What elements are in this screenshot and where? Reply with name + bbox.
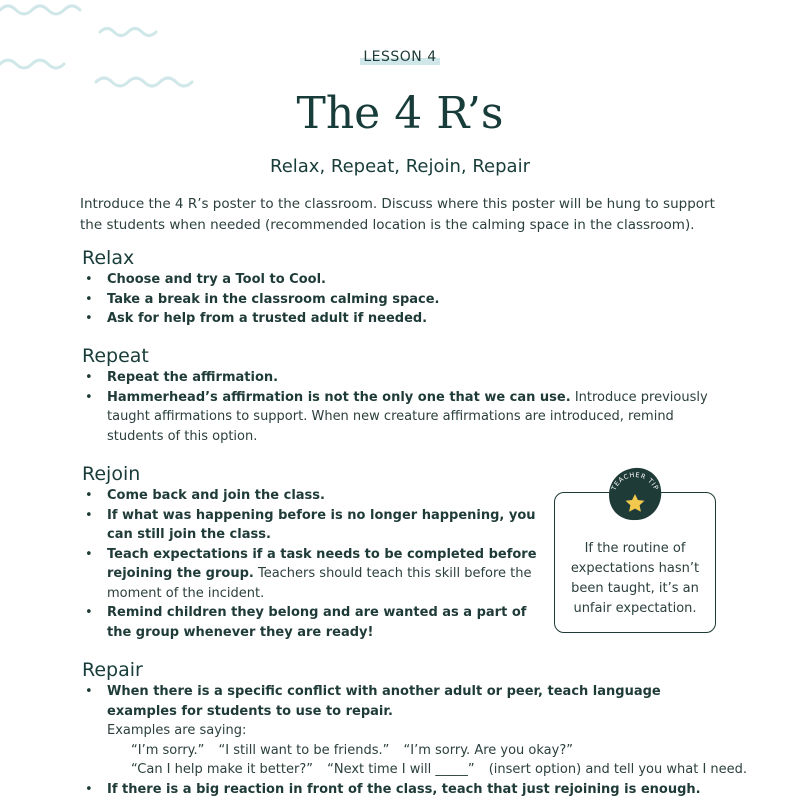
list-item: • When there is a specific conflict with another adult or peer, teach language examples for students to use to repair. [82,682,722,721]
relax-list [82,270,722,329]
list-item: • Teach expectations if a task needs to be completed before rejoining the group. Teachers should teach this skill before the moment of the incident. [82,545,542,604]
page-title: The 4 R’s [296,88,504,139]
list-item: • Hammerhead’s affirmation is not the only one that we can use. Introduce previously taught affirmations to support. When new creature affirmations are introduced, remind students of this option. [82,388,722,447]
list-item: • Ask for help from a trusted adult if needed. [82,309,722,329]
list-item: • If there is a big reaction in front of the class, teach that just rejoining is enough. [82,780,722,800]
section-heading-repeat: Repeat [82,345,149,367]
section-rejoin [82,462,542,642]
teacher-tip-text: If the routine of expectations hasn’t been taught, it’s an unfair expectation. [570,541,700,616]
list-item: • Come back and join the class. [82,486,542,506]
examples-line-2: “Can I help make it better?” “Next time I will _____” (insert option) and tell you what I need. [131,762,748,777]
teacher-tip-badge [600,462,670,526]
page-subtitle: Relax, Repeat, Rejoin, Repair [270,156,530,177]
examples-intro: Examples are saying: [107,723,247,738]
section-repeat [82,344,722,446]
section-repair [82,658,748,799]
section-heading-repair: Repair [82,659,143,681]
intro-paragraph: Introduce the 4 R’s poster to the classroom. Discuss where this poster will be hung to support the students when needed (recommended location is the calming space in the classroom). [80,196,715,233]
list-item: • Take a break in the classroom calming space. [82,290,722,310]
repair-examples [82,721,748,780]
repair-list [82,682,722,721]
list-item: • If what was happening before is no longer happening, you can still join the class. [82,506,542,545]
rejoin-list [82,486,542,642]
list-item: • Remind children they belong and are wanted as a part of the group whenever they are ready! [82,603,542,642]
teacher-tip-badge-label: TEACHER TIP [609,470,661,492]
section-heading-rejoin: Rejoin [82,463,141,485]
section-heading-relax: Relax [82,247,135,269]
section-relax [82,246,722,329]
examples-line-1: “I’m sorry.” “I still want to be friends.” “I’m sorry. Are you okay?” [131,742,573,758]
lesson-label: LESSON 4 [0,46,800,65]
list-item: • Choose and try a Tool to Cool. [82,270,722,290]
list-item: • Repeat the affirmation. [82,368,722,388]
repeat-list [82,368,722,446]
